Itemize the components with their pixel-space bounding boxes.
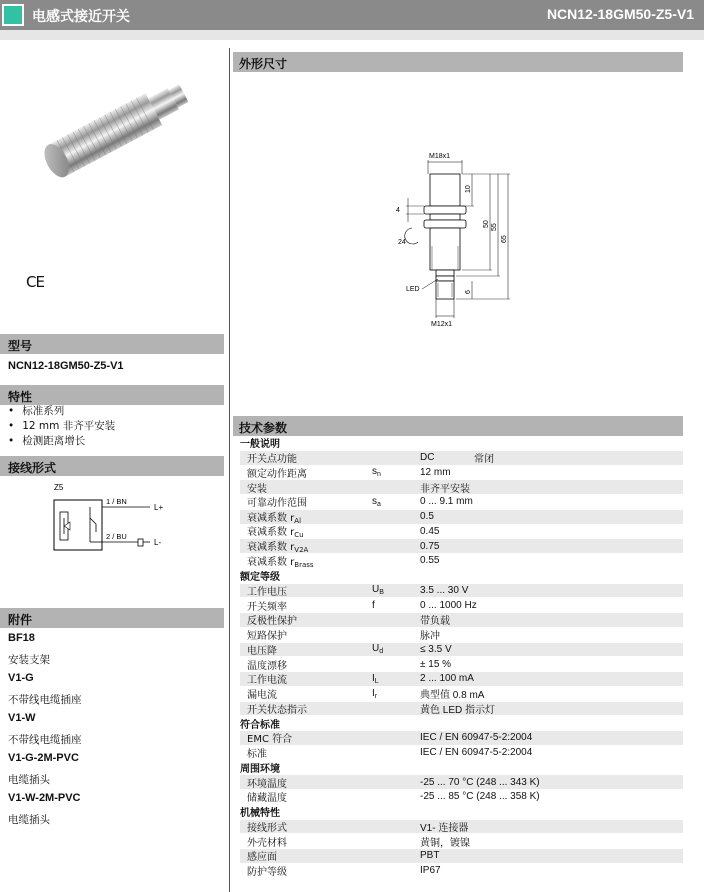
list-item: • 标准系列 <box>8 404 115 419</box>
column-divider <box>229 48 230 892</box>
spec-value: 0 ... 9.1 mm <box>420 496 473 508</box>
spec-value: ≤ 3.5 V <box>420 643 452 655</box>
spec-value: 非齐平安装 <box>420 483 470 495</box>
spec-label: 工作电压 <box>247 586 287 598</box>
spec-label: 短路保护 <box>247 631 287 643</box>
table-row <box>240 657 683 672</box>
spec-symbol: $s_a$ <box>372 495 381 508</box>
spec-value: 典型值 0.8 mA <box>420 690 485 702</box>
table-row <box>240 613 683 628</box>
model-section-header: 型号 <box>0 334 224 354</box>
table-row <box>240 687 683 702</box>
spec-value: IEC / EN 60947-5-2:2004 <box>420 747 533 759</box>
dim-65: 65 <box>501 235 508 243</box>
accessory-name: V1-G-2M-PVC <box>8 752 79 764</box>
spec-value: V1- 连接器 <box>420 822 469 834</box>
spec-label: 开关频率 <box>247 601 287 613</box>
features-list <box>8 404 115 449</box>
spec-value: IEC / EN 60947-5-2:2004 <box>420 732 533 744</box>
table-row <box>240 775 683 790</box>
spec-label: 安装 <box>247 483 267 495</box>
page-header <box>0 0 704 30</box>
table-row <box>240 628 683 643</box>
spec-value: 2 ... 100 mA <box>420 673 474 685</box>
accessory-name: BF18 <box>8 632 35 644</box>
spec-table <box>240 436 683 879</box>
spec-group-header: 额定等级 <box>240 569 683 584</box>
spec-label: 开关状态指示 <box>247 704 307 716</box>
dim-thread-top: M18x1 <box>429 153 451 160</box>
dim-6: 6 <box>465 290 472 294</box>
spec-label: 开关点功能 <box>247 454 297 466</box>
spec-label: 额定动作距离 <box>247 468 307 480</box>
dim-24: 24 <box>398 239 406 246</box>
dim-4: 4 <box>396 207 400 214</box>
accessories-section-header: 附件 <box>0 608 224 628</box>
table-row <box>240 584 683 599</box>
dimension-drawing <box>392 146 532 332</box>
list-item: • 检测距离增长 <box>8 434 115 449</box>
spec-value: 黄色 LED 指示灯 <box>420 704 496 716</box>
ce-mark: CE <box>26 273 44 291</box>
wiring-lplus: L+ <box>154 503 164 512</box>
spec-label: EMC 符合 <box>247 734 293 746</box>
table-row <box>240 495 683 510</box>
spec-label: 温度漂移 <box>247 660 287 672</box>
spec-value: -25 ... 70 °C (248 ... 343 K) <box>420 776 540 788</box>
features-section-header: 特性 <box>0 385 224 405</box>
spec-label: 环境温度 <box>247 778 287 790</box>
table-row <box>240 554 683 569</box>
spec-value: 0.45 <box>420 525 440 537</box>
spec-value: 0.75 <box>420 540 440 552</box>
dim-55: 55 <box>491 223 498 231</box>
spec-symbol: $I_r$ <box>372 687 378 700</box>
accessory-name: V1-W-2M-PVC <box>8 792 81 804</box>
table-row <box>240 834 683 849</box>
accessory-desc: 电缆插头 <box>8 774 50 786</box>
wiring-label: Z5 <box>54 483 64 492</box>
spec-value: DC <box>420 452 435 464</box>
spec-label: 外壳材料 <box>247 837 287 849</box>
table-row <box>240 451 683 466</box>
accessory-desc: 安装支架 <box>8 654 50 666</box>
accessory-name: V1-G <box>8 672 34 684</box>
spec-label: 储藏温度 <box>247 793 287 805</box>
spec-symbol: $U_B$ <box>372 584 384 597</box>
spec-group-header: 机械特性 <box>240 805 683 820</box>
accessory-name: V1-W <box>8 712 36 724</box>
table-row <box>240 466 683 481</box>
table-row <box>240 525 683 540</box>
spec-label: 接线形式 <box>247 822 287 834</box>
dim-10: 10 <box>465 185 472 193</box>
wiring-pin2: 2 / BU <box>106 532 127 541</box>
spec-label: 衰减系数 $r_{V2A}$ <box>247 542 309 555</box>
spec-value: IP67 <box>420 865 441 877</box>
spec-value: 脉冲 <box>420 631 440 643</box>
list-item: • 12 mm 非齐平安装 <box>8 419 115 434</box>
spec-value: 0.55 <box>420 555 440 567</box>
spec-label: 防护等级 <box>247 867 287 879</box>
spec-value: -25 ... 85 °C (248 ... 358 K) <box>420 791 540 803</box>
spec-label: 衰减系数 $r_{Brass}$ <box>247 556 314 569</box>
spec-label: 衰减系数 $r_{Cu}$ <box>247 527 304 540</box>
tech-section-header: 技术参数 <box>233 416 683 436</box>
spec-value: 带负载 <box>420 616 450 628</box>
dim-thread-bottom: M12x1 <box>431 321 453 328</box>
spec-label: 漏电流 <box>247 690 277 702</box>
wiring-pin1: 1 / BN <box>106 497 127 506</box>
spec-label: 可靠动作范围 <box>247 498 307 510</box>
spec-value: 0.5 <box>420 511 434 523</box>
spec-group-header: 周围环境 <box>240 761 683 776</box>
table-row <box>240 672 683 687</box>
model-value: NCN12-18GM50-Z5-V1 <box>8 360 124 372</box>
spec-label: 标准 <box>247 749 267 761</box>
spec-label: 工作电流 <box>247 675 287 687</box>
table-row <box>240 539 683 554</box>
table-row <box>240 510 683 525</box>
spec-group-header: 符合标准 <box>240 716 683 731</box>
accessory-desc: 不带线电缆插座 <box>8 734 82 746</box>
wiring-lminus: L- <box>154 538 162 547</box>
table-row <box>240 820 683 835</box>
table-row <box>240 480 683 495</box>
wiring-section-header: 接线形式 <box>0 456 224 476</box>
dim-50: 50 <box>483 220 490 228</box>
table-row <box>240 731 683 746</box>
header-subbar <box>0 30 704 40</box>
spec-label: 电压降 <box>247 645 277 657</box>
spec-symbol: $I_L$ <box>372 672 379 685</box>
spec-value: 12 mm <box>420 466 451 478</box>
spec-value: 0 ... 1000 Hz <box>420 599 477 611</box>
spec-value: ± 15 % <box>420 658 452 670</box>
spec-value: 3.5 ... 30 V <box>420 584 469 596</box>
spec-group-header: 一般说明 <box>240 436 683 451</box>
spec-label: 衰减系数 $r_{Al}$ <box>247 512 302 525</box>
spec-value-secondary: 常闭 <box>474 454 494 466</box>
table-row <box>240 643 683 658</box>
spec-value: 黄铜，镀镍 <box>420 837 470 849</box>
spec-symbol: f <box>372 599 375 611</box>
brand-logo-icon <box>2 4 24 26</box>
product-photo <box>20 62 210 202</box>
table-row <box>240 598 683 613</box>
page-title: 电感式接近开关 <box>32 9 130 25</box>
table-row <box>240 849 683 864</box>
spec-label: 反极性保护 <box>247 616 297 628</box>
spec-symbol: $U_d$ <box>372 643 384 656</box>
spec-value: PBT <box>420 850 440 862</box>
spec-label: 感应面 <box>247 852 277 864</box>
table-row <box>240 790 683 805</box>
dim-led: LED <box>406 286 420 293</box>
table-row <box>240 702 683 717</box>
header-model: NCN12-18GM50-Z5-V1 <box>546 6 694 22</box>
spec-symbol: $s_n$ <box>372 466 381 479</box>
table-row <box>240 864 683 879</box>
dimensions-section-header: 外形尺寸 <box>233 52 683 72</box>
wiring-diagram <box>40 480 190 560</box>
accessory-desc: 不带线电缆插座 <box>8 694 82 706</box>
table-row <box>240 746 683 761</box>
accessory-desc: 电缆插头 <box>8 814 50 826</box>
